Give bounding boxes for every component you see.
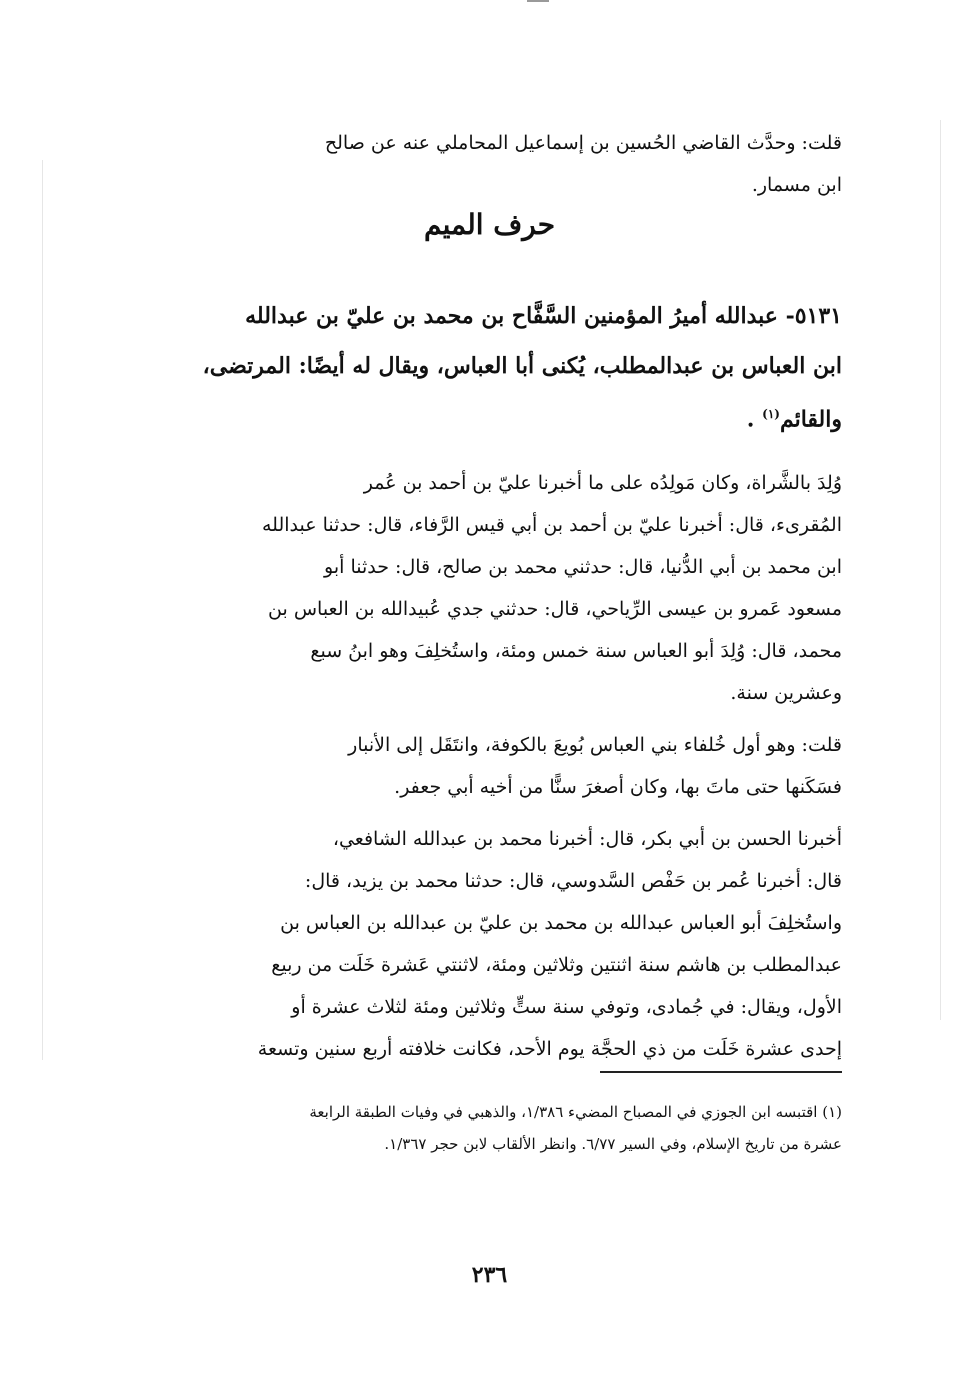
paragraph1-line: المُقرىء، قال: أخبرنا عليّ بن أحمد بن أبي قيس الرَّفاء، قال: حدثنا عبدالله [261, 514, 842, 536]
entry-line [130, 392, 842, 436]
page-number: ٢٣٦ [471, 1262, 508, 1288]
entry-line: ٥١٣١- عبدالله أميرُ المؤمنين السَّفَّاح بن محمد بن عليّ بن عبدالله [245, 303, 842, 329]
intro-line: قلت: وحدَّث القاضي الحُسين بن إسماعيل المحاملي عنه عن صالح [324, 132, 842, 154]
paragraph3-line: واستُخلِفَ أبو العباس عبدالله بن محمد بن عليّ بن عبدالله بن العباس بن [280, 912, 842, 934]
paragraph3-line: قال: أخبرنا عُمر بن حَفْص السَّدوسي، قال: حدثنا محمد بن يزيد، قال: [304, 870, 842, 892]
paragraph3-line: إحدى عشرة خَلَت من ذي الحجَّة يوم الأحد، فكانت خلافته أربع سنين وتسعة [257, 1038, 842, 1060]
paragraph1-line: ابن محمد بن أبي الدُّنيا، قال: حدثني محمد بن صالح، قال: حدثنا أبو [324, 556, 842, 578]
paragraph2-line: فسَكَنها حتى ماتَ بها، وكان أصغرَ سنًّا من أخيه أبي جعفر. [394, 776, 842, 798]
footnote-separator [600, 1071, 842, 1073]
entry-line: ابن العباس بن عبدالمطلب، يُكنى أبا العباس، ويقال له أيضًا: المرتضى، [202, 353, 842, 379]
paragraph1-line: وُلِدَ بالشَّراة، وكان مَولِدُه على ما أخبرنا عليّ بن أحمد بن عُمر [363, 472, 842, 494]
section-heading: حرف الميم [423, 208, 556, 241]
paragraph1-line: مسعود عَمرو بن عيسى الرِّياحي، قال: حدثني جدي عُبيدالله بن العباس بن [268, 598, 842, 620]
paragraph2-line: قلت: وهو أول خُلفاء بني العباس بُويعَ بالكوفة، وانتَقَل إلى الأنبار [348, 734, 842, 756]
paragraph3-line: عبدالمطلب بن هاشم سنة اثنتين وثلاثين ومئة، لاثنتي عَشرة خَلَت من ربيع [271, 954, 842, 976]
paragraph3-line: أخبرنا الحسن بن أبي بكر، قال: أخبرنا محمد بن عبدالله الشافعي، [332, 828, 842, 850]
paragraph1-line: محمد، قال: وُلِدَ أبو العباس سنة خمس ومئة، واستُخلِفَ وهو ابنُ سبع [310, 640, 842, 662]
footnote-line: (١) اقتبسه ابن الجوزي في المصباح المضيء ١/٣٨٦، والذهبي في وفيات الطبقة الرابعة [309, 1103, 842, 1121]
intro-line: ابن مسمار. [751, 174, 842, 196]
paragraph1-line: وعشرين سنة. [730, 682, 842, 704]
footnote-mark: (١) [762, 407, 780, 421]
scan-artifact [42, 160, 43, 1060]
scan-artifact [940, 120, 941, 1020]
paragraph3-line: الأول، ويقال: في جُمادى، وتوفي سنة ستٍّ وثلاثين ومئة لثلاث عشرة أو [291, 996, 842, 1018]
footnote-line: عشرة من تاريخ الإسلام، وفي السير ٦/٧٧. وانظر الألقاب لابن حجر ١/٣٦٧. [384, 1135, 842, 1153]
entry-last-suffix: . [746, 406, 755, 433]
entry-last-word: والقائم [779, 406, 842, 433]
scan-artifact [527, 0, 549, 2]
